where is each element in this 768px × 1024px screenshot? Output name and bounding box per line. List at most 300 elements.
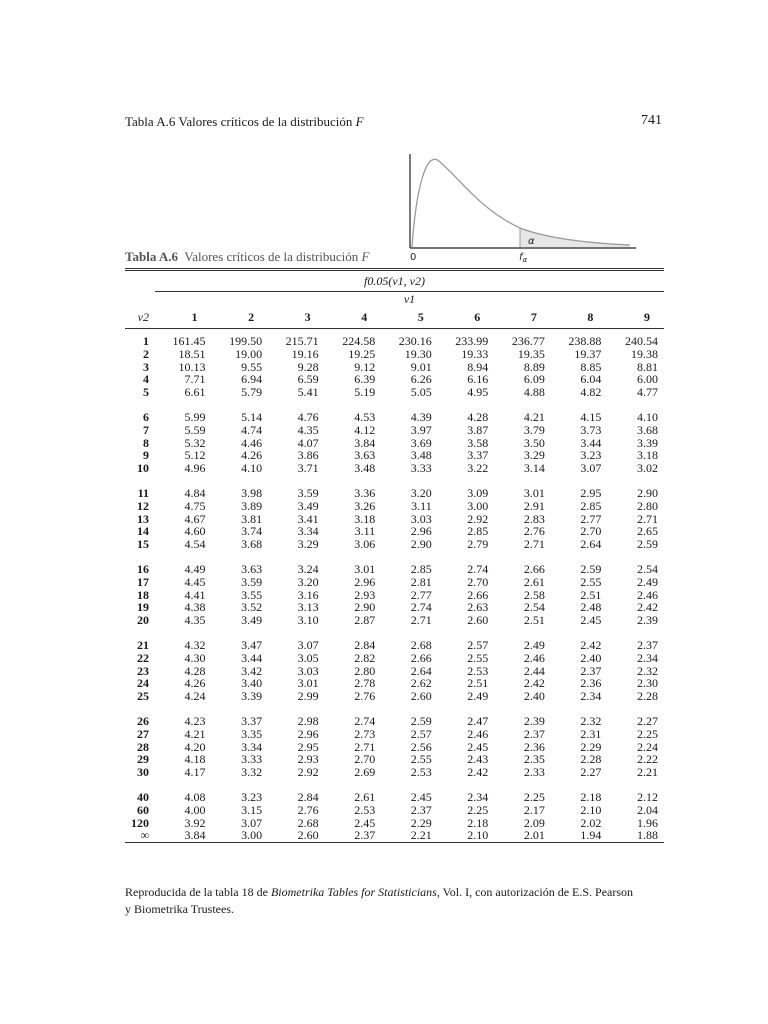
table-cell: 3.01 <box>297 676 319 691</box>
table-cell: 2.60 <box>410 689 432 704</box>
row-label: 19 <box>137 600 149 615</box>
table-cell: 3.34 <box>297 524 319 539</box>
table-cell: 2.29 <box>410 815 432 830</box>
table-cell: 3.22 <box>467 461 489 476</box>
table-cell: 4.17 <box>184 765 206 780</box>
table-cell: 2.18 <box>580 789 602 804</box>
table-cell: 3.74 <box>241 524 263 539</box>
row-label: 13 <box>137 511 149 526</box>
table-cell: 2.84 <box>297 789 319 804</box>
row-label: 11 <box>137 485 149 500</box>
table-cell: 2.90 <box>410 537 432 552</box>
critical-value-label: $f_\alpha$ <box>519 252 528 264</box>
table-cell: 4.21 <box>184 726 206 741</box>
table-cell: 2.73 <box>354 726 376 741</box>
table-cell: 230.16 <box>398 334 432 348</box>
column-header: 5 <box>381 306 438 329</box>
table-cell: 2.85 <box>580 498 602 513</box>
table-cell: 3.23 <box>580 448 602 463</box>
table-cell: 3.39 <box>241 689 263 704</box>
column-header: 4 <box>325 306 382 329</box>
table-cell: 2.51 <box>580 587 602 602</box>
table-cell: 2.74 <box>467 561 489 576</box>
table-cell: 4.26 <box>241 448 263 463</box>
column-header: 2 <box>212 306 269 329</box>
table-cell: 3.48 <box>410 448 432 463</box>
table-cell: 4.41 <box>184 587 206 602</box>
table-cell: 8.81 <box>637 359 658 374</box>
table-cell: 3.52 <box>241 600 263 615</box>
f-critical-values-table <box>125 268 664 843</box>
table-cell: 3.48 <box>354 461 376 476</box>
function-heading: f0.05(v1, v2) <box>125 270 664 292</box>
table-cell: 2.35 <box>523 752 545 767</box>
column-header: 9 <box>607 306 664 329</box>
row-label: 8 <box>143 435 149 450</box>
table-cell: 2.27 <box>580 765 602 780</box>
table-cell: 7.71 <box>184 372 206 387</box>
table-cell: 19.37 <box>574 346 602 361</box>
table-cell: 4.26 <box>184 676 206 691</box>
table-cell: 3.39 <box>637 435 658 450</box>
table-cell: 3.44 <box>241 650 263 665</box>
table-cell: 4.76 <box>297 409 319 424</box>
table-cell: 2.65 <box>637 524 658 539</box>
table-cell: 8.85 <box>580 359 602 374</box>
table-cell: 3.03 <box>297 663 319 678</box>
row-label: 2 <box>143 346 149 361</box>
table-cell: 2.87 <box>354 613 376 628</box>
table-cell: 4.24 <box>184 689 206 704</box>
table-cell: 4.82 <box>580 385 602 400</box>
table-cell: 3.89 <box>241 498 263 513</box>
table-cell: 3.50 <box>523 435 545 450</box>
table-cell: 2.21 <box>637 765 658 780</box>
table-cell: 5.05 <box>410 385 432 400</box>
table-cell: 4.46 <box>241 435 263 450</box>
table-row <box>125 500 664 513</box>
table-cell: 2.63 <box>467 600 489 615</box>
table-cell: 3.92 <box>184 815 206 830</box>
table-cell: 2.43 <box>467 752 489 767</box>
row-label: 9 <box>143 448 149 463</box>
table-cell: 2.34 <box>637 650 658 665</box>
table-cell: 2.77 <box>410 587 432 602</box>
column-header: 1 <box>155 306 212 329</box>
table-cell: 2.93 <box>354 587 376 602</box>
row-label: 60 <box>137 802 149 817</box>
table-cell: 2.47 <box>467 713 489 728</box>
table-cell: 3.84 <box>354 435 376 450</box>
running-head-text: Tabla A.6 Valores críticos de la distribución <box>125 114 356 129</box>
row-label: 14 <box>137 524 149 539</box>
table-cell: 2.49 <box>523 637 545 652</box>
table-cell: 3.07 <box>580 461 602 476</box>
table-cell: 199.50 <box>229 334 263 348</box>
row-label: 16 <box>137 561 149 576</box>
function-heading-row <box>125 270 664 292</box>
table-cell: 3.98 <box>241 485 263 500</box>
table-cell: 2.71 <box>354 739 376 754</box>
table-cell: 2.44 <box>523 663 545 678</box>
table-cell: 2.71 <box>523 537 545 552</box>
table-cell: 2.70 <box>580 524 602 539</box>
table-cell: 2.55 <box>410 752 432 767</box>
table-cell: 2.69 <box>354 765 376 780</box>
table-cell: 3.68 <box>637 422 658 437</box>
table-cell: 2.77 <box>580 511 602 526</box>
table-row <box>125 424 664 437</box>
table-cell: 4.15 <box>580 409 602 424</box>
table-cell: 2.42 <box>523 676 545 691</box>
table-cell: 4.95 <box>467 385 489 400</box>
row-label: 5 <box>143 385 149 400</box>
table-cell: 6.59 <box>297 372 319 387</box>
table-cell: 4.23 <box>184 713 206 728</box>
caption-var: F <box>361 249 370 264</box>
table-cell: 5.19 <box>354 385 376 400</box>
table-cell: 3.33 <box>410 461 432 476</box>
table-cell: 2.61 <box>354 789 376 804</box>
table-cell: 2.76 <box>354 689 376 704</box>
table-cell: 19.38 <box>631 346 658 361</box>
row-label: 17 <box>137 574 149 589</box>
table-row <box>125 766 664 779</box>
table-cell: 3.84 <box>155 829 212 842</box>
table-cell: 3.29 <box>297 537 319 552</box>
table-cell: 3.58 <box>467 435 489 450</box>
table-cell: 2.83 <box>523 511 545 526</box>
table-cell: 2.90 <box>354 600 376 615</box>
table-cell: 19.16 <box>291 346 319 361</box>
table-cell: 2.45 <box>580 613 602 628</box>
table-cell: 3.18 <box>637 448 658 463</box>
table-row <box>125 538 664 551</box>
table-cell: 3.87 <box>467 422 489 437</box>
page-number: 741 <box>641 113 662 128</box>
table-row <box>125 487 664 500</box>
table-cell: 2.80 <box>354 663 376 678</box>
table-cell: 3.00 <box>212 829 269 842</box>
table-cell: 1.88 <box>607 829 664 842</box>
table-row <box>125 329 664 348</box>
table-cell: 2.56 <box>410 739 432 754</box>
table-cell: 3.40 <box>241 676 263 691</box>
table-cell: 2.55 <box>580 574 602 589</box>
table-cell: 3.59 <box>241 574 263 589</box>
column-header: 7 <box>494 306 551 329</box>
row-label: 4 <box>143 372 149 387</box>
table-cell: 3.37 <box>241 713 263 728</box>
table-cell: 2.91 <box>523 498 545 513</box>
table-row <box>125 639 664 652</box>
table-cell: 3.09 <box>467 485 489 500</box>
table-cell: 3.68 <box>241 537 263 552</box>
table-cell: 2.32 <box>637 663 658 678</box>
table-cell: 3.41 <box>297 511 319 526</box>
table-cell: 3.11 <box>411 498 432 513</box>
table-cell: 3.26 <box>354 498 376 513</box>
table-cell: 2.37 <box>580 663 602 678</box>
table-cell: 2.66 <box>467 587 489 602</box>
table-cell: 9.12 <box>354 359 376 374</box>
table-cell: 3.07 <box>297 637 319 652</box>
caption-label: Tabla A.6 <box>125 249 178 264</box>
table-cell: 2.36 <box>580 676 602 691</box>
row-label: 23 <box>137 663 149 678</box>
table-cell: 2.64 <box>580 537 602 552</box>
table-cell: 2.39 <box>523 713 545 728</box>
footnote <box>125 884 685 918</box>
table-cell: 3.63 <box>241 561 263 576</box>
table-cell: 2.54 <box>637 561 658 576</box>
table-cell: 2.25 <box>637 726 658 741</box>
table-cell: 2.96 <box>354 574 376 589</box>
table-cell: 2.76 <box>523 524 545 539</box>
table-cell: 2.70 <box>467 574 489 589</box>
table-caption <box>125 249 369 265</box>
table-cell: 215.71 <box>285 334 319 348</box>
table-cell: 5.41 <box>297 385 319 400</box>
table-cell: 2.40 <box>523 689 545 704</box>
table-cell: 9.01 <box>410 359 432 374</box>
table-cell: 2.58 <box>523 587 545 602</box>
table-row <box>125 804 664 817</box>
table-cell: 161.45 <box>172 334 206 348</box>
table-cell: 2.54 <box>523 600 545 615</box>
table-cell: 5.14 <box>241 409 263 424</box>
table-cell: 6.61 <box>184 385 206 400</box>
table-cell: 2.68 <box>410 637 432 652</box>
table-cell: 3.02 <box>637 461 658 476</box>
table-cell: 3.13 <box>297 600 319 615</box>
row-label: 15 <box>137 537 149 552</box>
table-cell: 3.11 <box>354 524 376 539</box>
table-cell: 2.59 <box>410 713 432 728</box>
table-cell: 2.57 <box>467 637 489 652</box>
table-cell: 4.20 <box>184 739 206 754</box>
row-label: 29 <box>137 752 149 767</box>
table-cell: 224.58 <box>342 334 376 348</box>
table-cell: 6.04 <box>580 372 602 387</box>
table-cell: 2.24 <box>637 739 658 754</box>
row-label: 25 <box>137 689 149 704</box>
table-cell: 2.36 <box>523 739 545 754</box>
table-cell: 2.96 <box>297 726 319 741</box>
row-label: 7 <box>143 422 149 437</box>
table-cell: 4.96 <box>184 461 206 476</box>
v1-heading-row <box>125 292 664 307</box>
table-cell: 4.75 <box>184 498 206 513</box>
table-cell: 4.54 <box>184 537 206 552</box>
table-row <box>125 829 664 842</box>
row-label: 10 <box>137 461 149 476</box>
table-cell: 2.40 <box>580 650 602 665</box>
row-label: 21 <box>137 637 149 652</box>
table-cell: 2.60 <box>268 829 325 842</box>
table-cell: 2.48 <box>580 600 602 615</box>
table-cell: 2.12 <box>637 789 658 804</box>
table-cell: 3.10 <box>297 613 319 628</box>
table-cell: 4.39 <box>410 409 432 424</box>
caption-text: Valores críticos de la distribución <box>184 249 362 264</box>
table-cell: 5.59 <box>184 422 206 437</box>
table-cell: 1.94 <box>551 829 608 842</box>
f-distribution-figure <box>396 150 646 273</box>
table-cell: 2.18 <box>467 815 489 830</box>
table-cell: 3.05 <box>297 650 319 665</box>
table-cell: 2.28 <box>637 689 658 704</box>
table-cell: 3.24 <box>297 561 319 576</box>
row-label: 6 <box>143 409 149 424</box>
table-cell: 6.26 <box>410 372 432 387</box>
table-cell: 2.53 <box>410 765 432 780</box>
table-cell: 2.37 <box>637 637 658 652</box>
table-cell: 2.74 <box>354 713 376 728</box>
table-cell: 2.22 <box>637 752 658 767</box>
table-cell: 3.01 <box>523 485 545 500</box>
table-cell: 2.60 <box>467 613 489 628</box>
table-cell: 3.23 <box>241 789 263 804</box>
table-cell: 1.96 <box>637 815 658 830</box>
table-row <box>125 348 664 361</box>
table-cell: 18.51 <box>178 346 206 361</box>
table-cell: 2.68 <box>297 815 319 830</box>
table-cell: 2.64 <box>410 663 432 678</box>
table-cell: 2.32 <box>580 713 602 728</box>
running-head-var: F <box>355 114 364 129</box>
table-cell: 2.34 <box>467 789 489 804</box>
column-header: 6 <box>438 306 495 329</box>
table-cell: 2.59 <box>637 537 658 552</box>
table-cell: 3.35 <box>241 726 263 741</box>
table-cell: 2.28 <box>580 752 602 767</box>
table-cell: 2.10 <box>580 802 602 817</box>
table-cell: 2.49 <box>467 689 489 704</box>
footnote-title: Biometrika Tables for Statisticians <box>270 885 437 899</box>
table-cell: 4.30 <box>184 650 206 665</box>
table-cell: 3.86 <box>297 448 319 463</box>
table-cell: 2.04 <box>637 802 658 817</box>
table-cell: 4.67 <box>184 511 206 526</box>
table-cell: 2.09 <box>523 815 545 830</box>
table-row <box>125 411 664 424</box>
table-cell: 2.62 <box>410 676 432 691</box>
table-cell: 8.94 <box>467 359 489 374</box>
table-cell: 4.88 <box>523 385 545 400</box>
table-row <box>125 614 664 627</box>
table-cell: 3.32 <box>241 765 263 780</box>
table-row <box>125 462 664 475</box>
table-cell: 238.88 <box>568 334 602 348</box>
table-cell: 5.12 <box>184 448 206 463</box>
table-cell: 19.33 <box>461 346 489 361</box>
column-header-row <box>125 306 664 329</box>
table-cell: 2.51 <box>523 613 545 628</box>
table-cell: 2.79 <box>467 537 489 552</box>
table-cell: 4.84 <box>184 485 206 500</box>
table-cell: 2.59 <box>580 561 602 576</box>
row-label: 18 <box>137 587 149 602</box>
table-cell: 2.46 <box>467 726 489 741</box>
row-label: ∞ <box>125 829 155 842</box>
table-cell: 4.28 <box>184 663 206 678</box>
table-cell: 4.07 <box>297 435 319 450</box>
table-cell: 4.77 <box>637 385 658 400</box>
table-row <box>125 728 664 741</box>
table-cell: 4.32 <box>184 637 206 652</box>
table-cell: 2.46 <box>523 650 545 665</box>
table-cell: 3.34 <box>241 739 263 754</box>
table-cell: 4.35 <box>297 422 319 437</box>
table-cell: 2.31 <box>580 726 602 741</box>
table-cell: 6.00 <box>637 372 658 387</box>
column-header: 8 <box>551 306 608 329</box>
table-cell: 4.10 <box>637 409 658 424</box>
table-cell: 4.53 <box>354 409 376 424</box>
table-cell: 2.02 <box>580 815 602 830</box>
table-cell: 2.25 <box>523 789 545 804</box>
table-cell: 3.37 <box>467 448 489 463</box>
table-cell: 6.16 <box>467 372 489 387</box>
table-cell: 19.25 <box>348 346 376 361</box>
table-cell: 19.00 <box>235 346 263 361</box>
table-cell: 4.18 <box>184 752 206 767</box>
table-cell: 3.69 <box>410 435 432 450</box>
table-cell: 3.03 <box>410 511 432 526</box>
table-cell: 2.42 <box>467 765 489 780</box>
table-cell: 3.01 <box>354 561 376 576</box>
table-cell: 2.46 <box>637 587 658 602</box>
table-cell: 2.84 <box>354 637 376 652</box>
table-cell: 3.79 <box>523 422 545 437</box>
row-label: 40 <box>137 789 149 804</box>
table-cell: 3.59 <box>297 485 319 500</box>
table-cell: 2.95 <box>580 485 602 500</box>
table-cell: 2.39 <box>637 613 658 628</box>
table-cell: 2.74 <box>410 600 432 615</box>
table-cell: 3.33 <box>241 752 263 767</box>
table-cell: 3.29 <box>523 448 545 463</box>
table-cell: 3.14 <box>523 461 545 476</box>
table-cell: 10.13 <box>178 359 206 374</box>
row-label: 12 <box>137 498 149 513</box>
table-cell: 9.28 <box>297 359 319 374</box>
table-cell: 2.81 <box>410 574 432 589</box>
table-cell: 6.39 <box>354 372 376 387</box>
table-cell: 2.98 <box>297 713 319 728</box>
row-label: 3 <box>143 359 149 374</box>
table-row <box>125 386 664 399</box>
table-cell: 3.06 <box>354 537 376 552</box>
row-label: 24 <box>137 676 149 691</box>
table-cell: 4.10 <box>241 461 263 476</box>
table-cell: 2.37 <box>523 726 545 741</box>
table-cell: 8.89 <box>523 359 545 374</box>
table-cell: 2.66 <box>523 561 545 576</box>
table-cell: 5.79 <box>241 385 263 400</box>
table-cell: 2.85 <box>467 524 489 539</box>
table-cell: 4.74 <box>241 422 263 437</box>
table-cell: 2.37 <box>325 829 382 842</box>
table-cell: 2.99 <box>297 689 319 704</box>
table-cell: 2.51 <box>467 676 489 691</box>
table-cell: 2.49 <box>637 574 658 589</box>
footnote-prefix: Reproducida de la tabla 18 de <box>125 885 271 899</box>
table-cell: 240.54 <box>625 334 658 348</box>
table-cell: 4.45 <box>184 574 206 589</box>
table-cell: 3.20 <box>297 574 319 589</box>
